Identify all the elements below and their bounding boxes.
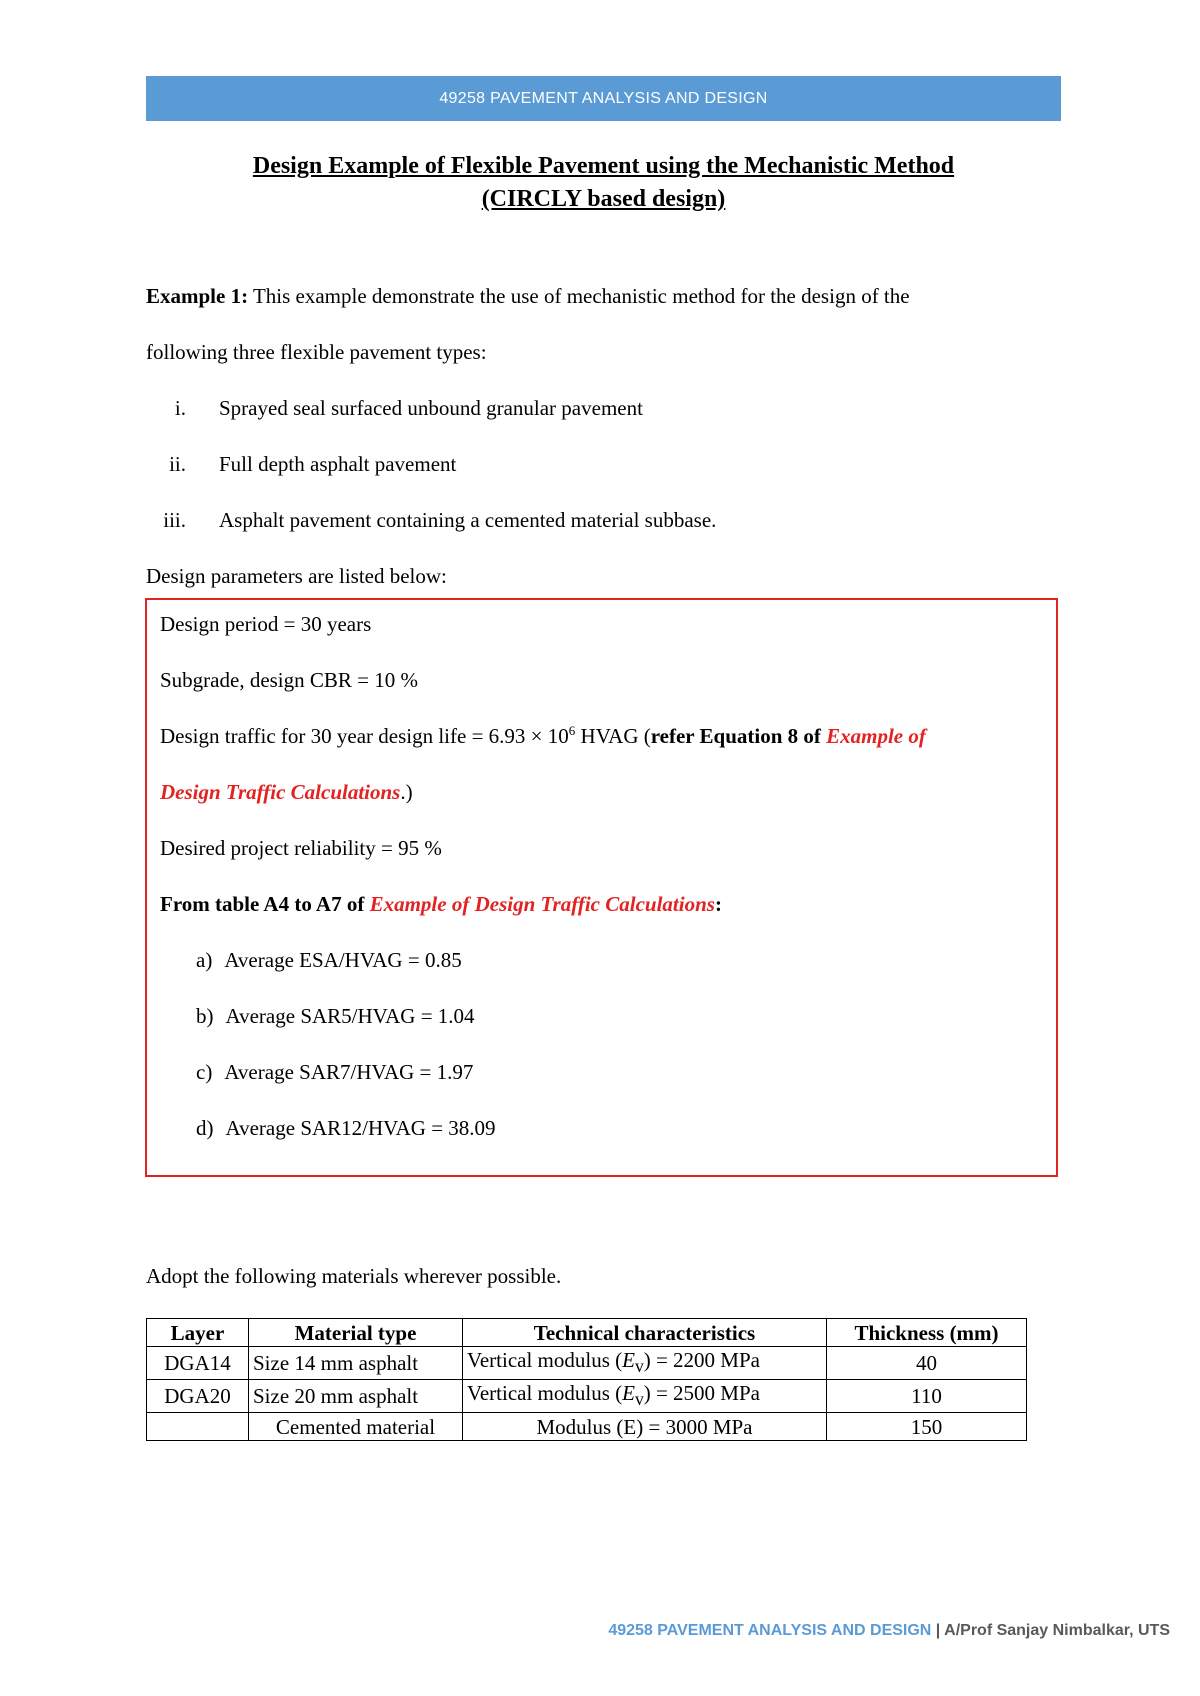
- cell-tech: Modulus (E) = 3000 MPa: [463, 1413, 827, 1441]
- average-label: a): [196, 948, 213, 972]
- list-number: ii.: [169, 452, 186, 476]
- list-text: Sprayed seal surfaced unbound granular pavement: [219, 396, 643, 420]
- cell-tech: [463, 1380, 827, 1413]
- list-text: Full depth asphalt pavement: [219, 452, 457, 476]
- table-row: [147, 1347, 1027, 1380]
- design-period: Design period = 30 years: [160, 612, 372, 636]
- cell-material: Cemented material: [249, 1413, 463, 1441]
- from-table-text: From table A4 to A7 of: [160, 892, 370, 916]
- traffic-text: Design traffic for 30 year design life = 6.93 × 10: [160, 724, 569, 748]
- intro-text: This example demonstrate the use of mechanistic method for the design of the: [248, 284, 910, 308]
- list-number: i.: [174, 396, 186, 420]
- traffic-close: .): [400, 780, 413, 804]
- col-header-layer: Layer: [147, 1319, 249, 1347]
- intro-text-2: following three flexible pavement types:: [146, 340, 487, 364]
- from-table-colon: :: [714, 892, 722, 916]
- traffic-exponent: 6: [568, 723, 576, 738]
- project-reliability: Desired project reliability = 95 %: [160, 836, 442, 860]
- average-text: Average SAR7/HVAG = 1.97: [224, 1060, 474, 1084]
- traffic-ref: refer Equation 8 of: [650, 724, 827, 748]
- cell-thickness: 110: [827, 1380, 1027, 1413]
- tech-pre: Vertical modulus (: [467, 1381, 623, 1406]
- from-table-line: [160, 890, 722, 918]
- cell-material: Size 20 mm asphalt: [249, 1380, 463, 1413]
- design-traffic: [160, 722, 926, 750]
- page-footer: [608, 1622, 1170, 1640]
- footer-separator: |: [931, 1622, 945, 1639]
- table-header-row: [147, 1319, 1027, 1347]
- example-label: Example 1:: [146, 284, 249, 308]
- traffic-ref-link-1: Example of: [826, 724, 926, 748]
- col-header-thickness: Thickness (mm): [827, 1319, 1027, 1347]
- cell-tech: [463, 1347, 827, 1380]
- materials-table: [146, 1318, 1027, 1441]
- footer-course: 49258 PAVEMENT ANALYSIS AND DESIGN: [608, 1622, 932, 1639]
- title-line-1: Design Example of Flexible Pavement using the Mechanistic Method: [252, 153, 955, 179]
- average-item: [196, 1058, 473, 1086]
- cell-material: Size 14 mm asphalt: [249, 1347, 463, 1380]
- title-line-2: (CIRCLY based design): [481, 186, 726, 212]
- average-item: [196, 1002, 475, 1030]
- subgrade-cbr: Subgrade, design CBR = 10 %: [160, 668, 418, 692]
- tech-var: E: [622, 1348, 635, 1372]
- col-header-tech: Technical characteristics: [463, 1319, 827, 1347]
- cell-layer: [147, 1413, 249, 1441]
- page-title: [146, 150, 1061, 216]
- table-row: [147, 1380, 1027, 1413]
- footer-author: A/Prof Sanjay Nimbalkar, UTS: [944, 1622, 1170, 1639]
- intro-paragraph: [146, 282, 1061, 310]
- cell-layer: DGA20: [147, 1380, 249, 1413]
- table-row: [147, 1413, 1027, 1441]
- tech-post: ) = 2200 MPa: [643, 1348, 760, 1372]
- average-label: d): [196, 1116, 214, 1140]
- average-text: Average SAR12/HVAG = 38.09: [225, 1116, 496, 1140]
- header-course-title: 49258 PAVEMENT ANALYSIS AND DESIGN: [439, 89, 768, 107]
- design-traffic-cont: [160, 778, 413, 806]
- tech-sub: v: [634, 1356, 644, 1377]
- tech-pre: Vertical modulus (: [467, 1348, 623, 1372]
- list-text: Asphalt pavement containing a cemented material subbase.: [219, 508, 717, 532]
- average-label: c): [196, 1060, 213, 1084]
- average-item: [196, 946, 462, 974]
- average-label: b): [196, 1004, 214, 1028]
- tech-sub: v: [634, 1389, 644, 1410]
- tech-post: ) = 2500 MPa: [643, 1381, 760, 1406]
- intro-paragraph-2: [146, 338, 1061, 366]
- traffic-ref-link-2: Design Traffic Calculations: [160, 780, 401, 804]
- from-table-link: Example of Design Traffic Calculations: [369, 892, 715, 916]
- list-number: iii.: [163, 508, 186, 532]
- average-text: Average ESA/HVAG = 0.85: [224, 948, 462, 972]
- traffic-unit: HVAG (: [575, 724, 651, 748]
- cell-thickness: 150: [827, 1413, 1027, 1441]
- materials-intro: Adopt the following materials wherever possible.: [146, 1264, 562, 1288]
- header-bar: [146, 76, 1061, 121]
- tech-var: E: [622, 1381, 635, 1406]
- average-item: [196, 1114, 496, 1142]
- cell-layer: DGA14: [147, 1347, 249, 1380]
- cell-thickness: 40: [827, 1347, 1027, 1380]
- params-intro: Design parameters are listed below:: [146, 564, 447, 588]
- average-text: Average SAR5/HVAG = 1.04: [225, 1004, 475, 1028]
- col-header-material: Material type: [249, 1319, 463, 1347]
